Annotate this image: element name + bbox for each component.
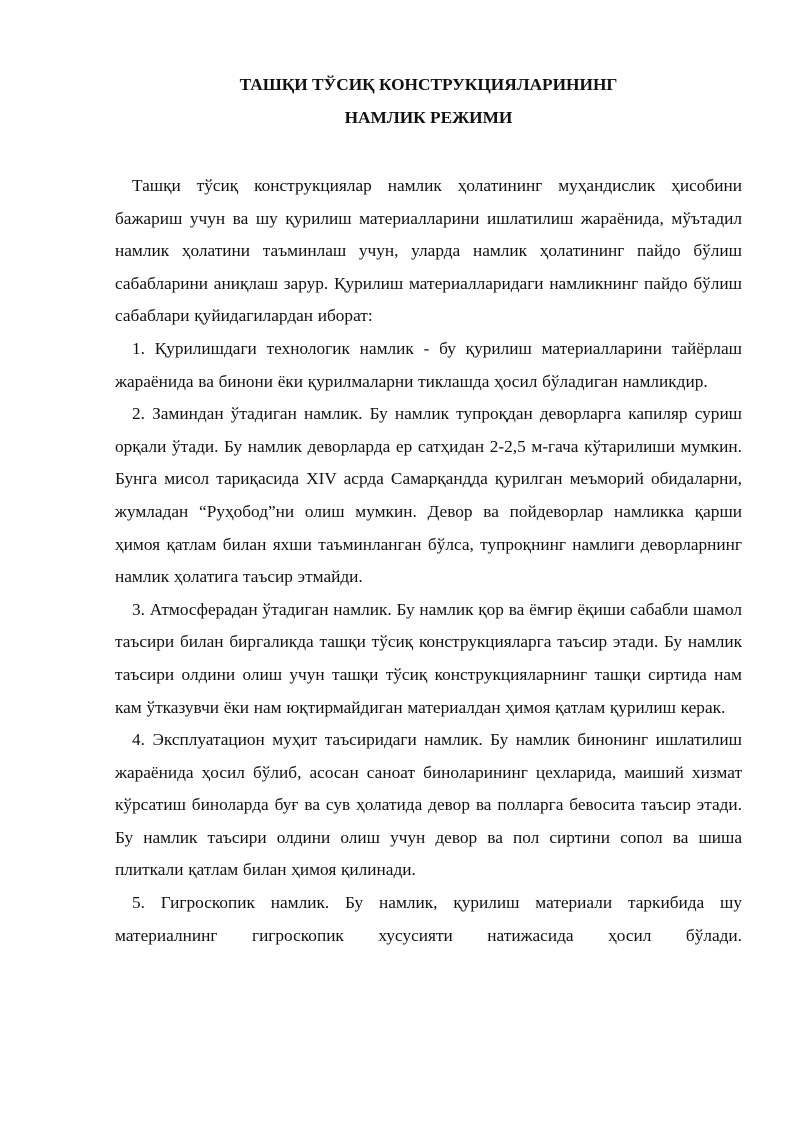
list-item-ground-moisture: 2. Заминдан ўтадиган намлик. Бу намлик тупроқдан деворларга капиляр суриш орқали ўтади. Бу намлик деворларда ер сатҳидан 2-2,5 м-гача кўтарилиши мумкин. Бунга мисол тариқасида XIV асрда Самарқандда қурилган меъморий обидаларни, жумладан “Руҳобод”ни олиш мумкин. Девор ва пойдеворлар намликка қарши ҳимоя қатлам билан яхши таъминланган бўлса, тупроқнинг намлиги деворларнинг намлик ҳолатига таъсир этмайди. xyxy=(115,404,742,587)
list-item-operational-moisture: 4. Эксплуатацион муҳит таъсиридаги намлик. Бу намлик бинонинг ишлатилиш жараёнида ҳосил бўлиб, асосан саноат биноларининг цехларида, маиший хизмат кўрсатиш биноларда буғ ва сув ҳолатида девор ва полларга бевосита таъсир этади. Бу намлик таъсири олдини олиш учун девор ва пол сиртини сопол ва шиша плиткали қатлам билан ҳимоя қилинади. xyxy=(115,730,742,880)
list-item-hygroscopic-moisture: 5. Гигроскопик намлик. Бу намлик, қурилиш материали таркибида шу материалнинг гигроскопик хусусияти натижасида ҳосил бўлади. xyxy=(115,893,742,945)
document-title-line-1: ТАШҚИ ТЎСИҚ КОНСТРУКЦИЯЛАРИНИНГ xyxy=(239,75,618,94)
intro-paragraph: Ташқи тўсиқ конструкциялар намлик ҳолатининг муҳандислик ҳисобини бажариш учун ва шу қурилиш материалларини ишлатилиш жараёнида, мўътадил намлик ҳолатини таъминлаш учун, уларда намлик ҳолатининг пайдо бўлиш сабабларини аниқлаш зарур. Қурилиш материалларидаги намликнинг пайдо бўлиш сабаблари қуйидагилардан иборат: xyxy=(115,176,742,326)
document-title-line-2: НАМЛИК РЕЖИМИ xyxy=(344,108,513,127)
list-item-atmospheric-moisture: 3. Атмосферадан ўтадиган намлик. Бу намлик қор ва ёмғир ёқиши сабабли шамол таъсири билан биргаликда ташқи тўсиқ конструкцияларга таъсир этади. Бу намлик таъсири олдини олиш учун ташқи тўсиқ конструкцияларнинг ташқи сиртида нам кам ўтказувчи ёки нам юқтирмайдиган материалдан ҳимоя қатлам қурилиш керак. xyxy=(115,599,742,717)
title-spacer xyxy=(115,134,742,170)
list-item-technological-moisture: 1. Қурилишдаги технологик намлик - бу қурилиш материалларини тайёрлаш жараёнида ва бинони ёки қурилмаларни тиклашда ҳосил бўладиган намликдир. xyxy=(115,338,742,391)
document-page xyxy=(115,68,742,952)
